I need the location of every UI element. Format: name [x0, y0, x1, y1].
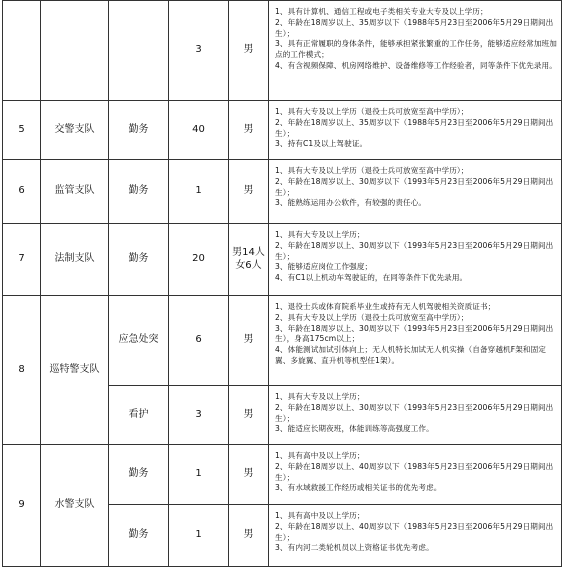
count-cell: 6: [169, 296, 229, 386]
index-cell: 9: [3, 445, 41, 567]
requirement-line: 1、具有大专及以上学历；: [275, 230, 365, 239]
table-row: [3, 224, 562, 296]
requirement-line: 4、有C1以上机动车驾驶证的，在同等条件下优先录用。: [275, 273, 468, 283]
table-row: [3, 160, 562, 224]
requirement-line: 2、年龄在18周岁以上、30周岁以下（1993年5月23日至2006年5月29日期间出生）；: [275, 176, 554, 197]
gender-cell: 男: [229, 445, 269, 505]
requirement-line: 1、具有高中及以上学历；: [275, 451, 365, 460]
gender-cell: 男: [229, 101, 269, 160]
requirements-cell: [269, 160, 562, 224]
index-cell: 5: [3, 101, 41, 160]
count-cell: 40: [169, 101, 229, 160]
index-cell: 7: [3, 224, 41, 296]
requirement-line: 3、有内河二类轮机员以上资格证书优先考虑。: [275, 543, 434, 553]
requirement-line: 2、具有大专及以上学历（退役士兵可放宽至高中学历）；: [275, 312, 469, 322]
requirement-line: 1、具有大专及以上学历；: [275, 392, 365, 401]
unit-cell: [41, 1, 109, 101]
requirement-line: 1、具有高中及以上学历；: [275, 511, 365, 520]
requirement-line: 3、具有正常履职的身体条件，能够承担紧张繁重的工作任务，能够适应经常加班加点的工作模式；: [275, 39, 557, 60]
requirement-line: 2、年龄在18周岁以上、30周岁以下（1993年5月23日至2006年5月29日期间出生）；: [275, 240, 554, 261]
requirements-cell: [269, 296, 562, 386]
unit-cell: 法制支队: [41, 224, 109, 296]
requirement-line: 3、年龄在18周岁以上、30周岁以下（1993年5月23日至2006年5月29日期间出生），身高175cm以上；: [275, 323, 554, 344]
requirement-line: 2、年龄在18周岁以上、35周岁以下（1988年5月23日至2006年5月29日期间出生）；: [275, 17, 554, 38]
requirement-line: 2、年龄在18周岁以上、40周岁以下（1983年5月23日至2006年5月29日期间出生）；: [275, 521, 554, 542]
post-cell: 勤务: [109, 505, 169, 567]
requirement-line: 1、退役士兵或体育院系毕业生或持有无人机驾驶相关资质证书；: [275, 302, 496, 311]
requirement-line: 1、具有大专及以上学历（退役士兵可放宽至高中学历）；: [275, 166, 469, 175]
post-cell: 勤务: [109, 101, 169, 160]
gender-cell: 男: [229, 1, 269, 101]
count-cell: 3: [169, 1, 229, 101]
requirement-line: 3、能熟练运用办公软件，有较强的责任心。: [275, 198, 427, 208]
unit-cell: 巡特警支队: [41, 296, 109, 445]
requirements-cell: [269, 224, 562, 296]
requirement-line: 4、有含视频保障、机房网络维护、设备维修等工作经验者，同等条件下优先录用。: [275, 60, 557, 70]
count-cell: 1: [169, 505, 229, 567]
count-cell: 1: [169, 160, 229, 224]
post-cell: 应急处突: [109, 296, 169, 386]
requirements-cell: [269, 101, 562, 160]
requirement-line: 2、年龄在18周岁以上、30周岁以下（1993年5月23日至2006年5月29日期间出生）；: [275, 402, 554, 423]
post-cell: 勤务: [109, 160, 169, 224]
gender-cell: 男14人 女6人: [229, 224, 269, 296]
count-cell: 3: [169, 386, 229, 445]
index-cell: 6: [3, 160, 41, 224]
requirement-line: 1、具有大专及以上学历（退役士兵可放宽至高中学历）；: [275, 107, 469, 116]
post-cell: 看护: [109, 386, 169, 445]
unit-cell: 交警支队: [41, 101, 109, 160]
count-cell: 1: [169, 445, 229, 505]
requirement-line: 1、具有计算机、通信工程或电子类相关专业大专及以上学历；: [275, 7, 488, 16]
requirements-cell: [269, 386, 562, 445]
requirement-line: 3、持有C1及以上驾驶证。: [275, 139, 368, 149]
table-row: [3, 1, 562, 101]
gender-cell: 男: [229, 386, 269, 445]
post-cell: [109, 1, 169, 101]
requirement-line: 2、年龄在18周岁以上、35周岁以下（1988年5月23日至2006年5月29日期间出生）；: [275, 117, 554, 138]
requirement-line: 4、体能测试加试引体向上；无人机特长加试无人机实操（自备穿越机F架和固定翼、多旋翼、直升机等机型任1架）。: [275, 345, 546, 365]
table-row: [3, 445, 562, 505]
count-cell: 20: [169, 224, 229, 296]
unit-cell: 水警支队: [41, 445, 109, 567]
gender-cell: 男: [229, 505, 269, 567]
requirements-cell: [269, 505, 562, 567]
requirement-line: 2、年龄在18周岁以上、40周岁以下（1983年5月23日至2006年5月29日期间出生）；: [275, 461, 554, 482]
unit-cell: 监管支队: [41, 160, 109, 224]
requirements-cell: [269, 445, 562, 505]
table-row: [3, 296, 562, 386]
gender-cell: 男: [229, 160, 269, 224]
requirement-line: 3、能够适应岗位工作强度；: [275, 262, 373, 272]
requirements-cell: [269, 1, 562, 101]
index-cell: [3, 1, 41, 101]
post-cell: 勤务: [109, 224, 169, 296]
requirement-line: 3、能适应长期夜班，体能训练等高强度工作。: [275, 424, 434, 434]
recruitment-table: [2, 0, 562, 567]
post-cell: 勤务: [109, 445, 169, 505]
index-cell: 8: [3, 296, 41, 445]
gender-cell: 男: [229, 296, 269, 386]
requirement-line: 3、有水域救援工作经历或相关证书的优先考虑。: [275, 483, 442, 493]
table-row: [3, 101, 562, 160]
